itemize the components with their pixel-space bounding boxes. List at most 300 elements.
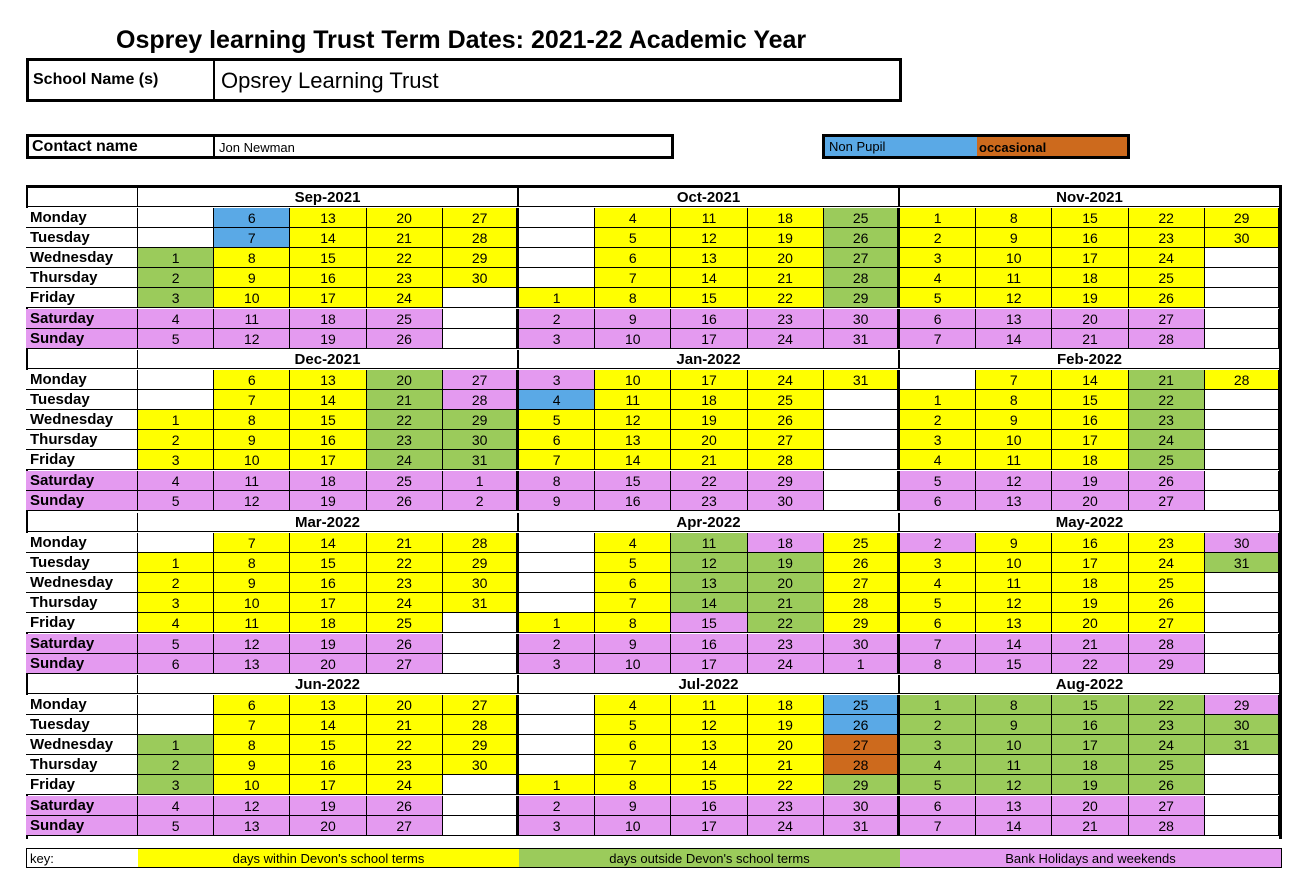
date-cell: 5 bbox=[138, 816, 214, 836]
date-cell: 10 bbox=[976, 735, 1052, 755]
date-cell: 19 bbox=[290, 796, 366, 816]
month-header: Jun-2022 bbox=[138, 675, 519, 694]
date-cell: 23 bbox=[671, 491, 747, 511]
date-cell: 6 bbox=[595, 248, 671, 268]
date-cell: 27 bbox=[824, 573, 901, 593]
date-cell bbox=[1205, 634, 1282, 654]
date-cell bbox=[1205, 430, 1282, 450]
date-cell: 5 bbox=[595, 715, 671, 735]
date-cell: 14 bbox=[976, 634, 1052, 654]
month-header: Feb-2022 bbox=[900, 350, 1281, 369]
date-cell: 29 bbox=[824, 775, 901, 795]
date-cell: 30 bbox=[443, 268, 520, 288]
date-cell: 26 bbox=[1129, 593, 1205, 613]
date-cell bbox=[443, 775, 520, 795]
date-cell: 11 bbox=[671, 695, 747, 715]
date-cell: 9 bbox=[595, 309, 671, 329]
contact-name-box bbox=[26, 134, 674, 159]
date-cell: 19 bbox=[290, 491, 366, 511]
date-cell: 16 bbox=[290, 268, 366, 288]
date-cell: 3 bbox=[138, 593, 214, 613]
date-cell: 10 bbox=[595, 370, 671, 390]
date-cell: 12 bbox=[595, 410, 671, 430]
day-label: Monday bbox=[26, 370, 138, 390]
date-cell: 8 bbox=[976, 208, 1052, 228]
date-cell: 14 bbox=[671, 755, 747, 775]
date-cell: 2 bbox=[900, 410, 976, 430]
date-cell: 12 bbox=[976, 288, 1052, 308]
date-cell bbox=[443, 329, 520, 349]
legend-occasional: occasional bbox=[977, 137, 1127, 156]
date-cell: 28 bbox=[1129, 634, 1205, 654]
date-cell bbox=[138, 208, 214, 228]
date-cell bbox=[824, 410, 901, 430]
date-cell: 12 bbox=[671, 228, 747, 248]
date-cell: 5 bbox=[900, 471, 976, 491]
date-cell: 3 bbox=[519, 370, 595, 390]
date-cell: 3 bbox=[519, 329, 595, 349]
date-cell bbox=[519, 268, 595, 288]
date-cell: 15 bbox=[1052, 695, 1128, 715]
date-cell: 21 bbox=[1129, 370, 1205, 390]
day-label: Thursday bbox=[26, 755, 138, 775]
school-name-box bbox=[26, 58, 902, 102]
date-cell: 2 bbox=[900, 533, 976, 553]
date-cell: 16 bbox=[595, 491, 671, 511]
key-outside-term: days outside Devon's school terms bbox=[519, 849, 900, 867]
date-cell: 11 bbox=[214, 471, 290, 491]
date-cell: 8 bbox=[595, 775, 671, 795]
date-cell: 10 bbox=[976, 430, 1052, 450]
date-cell: 21 bbox=[748, 268, 824, 288]
date-cell: 14 bbox=[1052, 370, 1128, 390]
date-cell: 28 bbox=[443, 228, 520, 248]
date-cell: 31 bbox=[824, 370, 901, 390]
date-cell bbox=[443, 309, 520, 329]
date-cell: 24 bbox=[367, 288, 443, 308]
date-cell: 8 bbox=[595, 288, 671, 308]
date-cell: 23 bbox=[748, 796, 824, 816]
date-cell: 6 bbox=[595, 573, 671, 593]
date-cell: 18 bbox=[671, 390, 747, 410]
date-cell: 14 bbox=[290, 533, 366, 553]
date-cell: 24 bbox=[1129, 430, 1205, 450]
date-cell: 9 bbox=[976, 715, 1052, 735]
date-cell: 29 bbox=[1205, 695, 1282, 715]
date-cell: 7 bbox=[214, 533, 290, 553]
date-cell: 12 bbox=[214, 796, 290, 816]
date-cell: 1 bbox=[519, 775, 595, 795]
date-cell: 22 bbox=[1129, 208, 1205, 228]
school-name-label: School Name (s) bbox=[29, 61, 215, 99]
date-cell: 4 bbox=[138, 613, 214, 633]
date-cell: 19 bbox=[671, 410, 747, 430]
date-cell: 28 bbox=[1129, 329, 1205, 349]
date-cell: 19 bbox=[748, 715, 824, 735]
date-cell: 5 bbox=[138, 329, 214, 349]
date-cell: 28 bbox=[1205, 370, 1282, 390]
date-cell: 1 bbox=[519, 613, 595, 633]
date-cell: 29 bbox=[443, 410, 520, 430]
date-cell: 1 bbox=[443, 471, 520, 491]
date-cell: 15 bbox=[671, 775, 747, 795]
date-cell bbox=[1205, 491, 1282, 511]
date-cell: 6 bbox=[595, 735, 671, 755]
date-cell: 3 bbox=[519, 654, 595, 674]
date-cell: 21 bbox=[367, 715, 443, 735]
date-cell: 28 bbox=[824, 755, 901, 775]
date-cell: 8 bbox=[900, 654, 976, 674]
date-cell: 8 bbox=[214, 735, 290, 755]
date-cell: 29 bbox=[443, 735, 520, 755]
date-cell: 1 bbox=[138, 410, 214, 430]
date-cell bbox=[138, 228, 214, 248]
date-cell: 18 bbox=[1052, 268, 1128, 288]
date-cell bbox=[1205, 288, 1282, 308]
date-cell: 3 bbox=[519, 816, 595, 836]
date-cell bbox=[900, 370, 976, 390]
date-cell: 14 bbox=[290, 390, 366, 410]
day-label: Monday bbox=[26, 695, 138, 715]
date-cell: 31 bbox=[443, 593, 520, 613]
date-cell bbox=[138, 533, 214, 553]
date-cell: 23 bbox=[367, 430, 443, 450]
day-label: Thursday bbox=[26, 593, 138, 613]
date-cell: 2 bbox=[138, 430, 214, 450]
date-cell bbox=[1205, 573, 1282, 593]
month-header: Jan-2022 bbox=[519, 350, 900, 369]
date-cell: 11 bbox=[976, 755, 1052, 775]
date-cell: 4 bbox=[900, 268, 976, 288]
date-cell: 15 bbox=[671, 613, 747, 633]
date-cell: 27 bbox=[748, 430, 824, 450]
page-title: Osprey learning Trust Term Dates: 2021-22 Academic Year bbox=[116, 26, 807, 54]
date-cell: 1 bbox=[900, 695, 976, 715]
date-cell: 8 bbox=[595, 613, 671, 633]
day-label: Saturday bbox=[26, 309, 138, 329]
date-cell: 25 bbox=[824, 533, 901, 553]
date-cell: 13 bbox=[671, 573, 747, 593]
date-cell: 9 bbox=[214, 573, 290, 593]
date-cell: 1 bbox=[900, 208, 976, 228]
date-cell: 20 bbox=[1052, 309, 1128, 329]
date-cell: 15 bbox=[1052, 390, 1128, 410]
date-cell: 23 bbox=[1129, 228, 1205, 248]
date-cell: 21 bbox=[1052, 816, 1128, 836]
header-blank-cell bbox=[26, 675, 138, 694]
date-cell bbox=[1205, 309, 1282, 329]
date-cell: 26 bbox=[824, 228, 901, 248]
date-cell: 12 bbox=[214, 634, 290, 654]
date-cell: 16 bbox=[1052, 410, 1128, 430]
date-cell: 20 bbox=[748, 248, 824, 268]
date-cell: 29 bbox=[443, 553, 520, 573]
date-cell: 14 bbox=[595, 450, 671, 470]
date-cell: 27 bbox=[824, 735, 901, 755]
date-cell: 25 bbox=[1129, 268, 1205, 288]
date-cell: 30 bbox=[824, 634, 901, 654]
date-cell: 20 bbox=[748, 735, 824, 755]
date-cell: 27 bbox=[1129, 309, 1205, 329]
month-header: Apr-2022 bbox=[519, 513, 900, 532]
key-bank-holidays: Bank Holidays and weekends bbox=[900, 849, 1281, 867]
date-cell: 29 bbox=[748, 471, 824, 491]
date-cell: 22 bbox=[367, 410, 443, 430]
date-cell: 11 bbox=[976, 573, 1052, 593]
date-cell: 13 bbox=[671, 735, 747, 755]
date-cell: 1 bbox=[519, 288, 595, 308]
date-cell bbox=[519, 208, 595, 228]
date-cell: 15 bbox=[290, 553, 366, 573]
date-cell: 26 bbox=[367, 491, 443, 511]
date-cell: 9 bbox=[519, 491, 595, 511]
date-cell: 24 bbox=[748, 654, 824, 674]
date-cell bbox=[1205, 450, 1282, 470]
date-cell: 22 bbox=[671, 471, 747, 491]
date-cell: 9 bbox=[214, 430, 290, 450]
date-cell: 7 bbox=[900, 634, 976, 654]
contact-name-label: Contact name bbox=[29, 137, 215, 156]
date-cell: 12 bbox=[214, 329, 290, 349]
day-label: Wednesday bbox=[26, 735, 138, 755]
date-cell: 25 bbox=[367, 309, 443, 329]
date-cell: 8 bbox=[976, 695, 1052, 715]
date-cell: 30 bbox=[443, 755, 520, 775]
month-header: Aug-2022 bbox=[900, 675, 1281, 694]
date-cell: 30 bbox=[824, 796, 901, 816]
date-cell: 27 bbox=[1129, 796, 1205, 816]
date-cell: 13 bbox=[214, 654, 290, 674]
day-label: Wednesday bbox=[26, 410, 138, 430]
header-blank-cell bbox=[26, 350, 138, 369]
date-cell bbox=[519, 248, 595, 268]
date-cell bbox=[519, 228, 595, 248]
date-cell: 12 bbox=[976, 593, 1052, 613]
date-cell: 25 bbox=[824, 208, 901, 228]
date-cell: 26 bbox=[1129, 775, 1205, 795]
date-cell: 24 bbox=[748, 816, 824, 836]
date-cell: 17 bbox=[671, 816, 747, 836]
date-cell: 18 bbox=[748, 208, 824, 228]
date-cell: 24 bbox=[1129, 553, 1205, 573]
date-cell: 23 bbox=[367, 268, 443, 288]
date-cell: 30 bbox=[443, 430, 520, 450]
date-cell: 26 bbox=[367, 329, 443, 349]
date-cell: 7 bbox=[214, 715, 290, 735]
date-cell: 24 bbox=[748, 370, 824, 390]
date-cell bbox=[138, 715, 214, 735]
date-cell: 6 bbox=[214, 695, 290, 715]
date-cell: 21 bbox=[367, 533, 443, 553]
date-cell: 11 bbox=[214, 613, 290, 633]
date-cell: 7 bbox=[519, 450, 595, 470]
date-cell: 19 bbox=[1052, 775, 1128, 795]
date-cell: 30 bbox=[443, 573, 520, 593]
date-cell: 4 bbox=[138, 309, 214, 329]
date-cell: 24 bbox=[367, 450, 443, 470]
date-cell: 27 bbox=[824, 248, 901, 268]
date-cell: 13 bbox=[976, 309, 1052, 329]
date-cell bbox=[519, 755, 595, 775]
date-cell: 26 bbox=[367, 796, 443, 816]
date-cell bbox=[1205, 248, 1282, 268]
date-cell: 12 bbox=[976, 471, 1052, 491]
date-cell: 3 bbox=[900, 735, 976, 755]
key-row bbox=[26, 848, 1282, 868]
date-cell: 21 bbox=[748, 755, 824, 775]
date-cell: 20 bbox=[290, 654, 366, 674]
date-cell: 12 bbox=[976, 775, 1052, 795]
date-cell: 7 bbox=[214, 228, 290, 248]
date-cell: 22 bbox=[1129, 695, 1205, 715]
date-cell: 9 bbox=[214, 755, 290, 775]
date-cell: 7 bbox=[900, 816, 976, 836]
key-label: key: bbox=[30, 851, 54, 866]
date-cell: 31 bbox=[443, 450, 520, 470]
date-cell: 21 bbox=[748, 593, 824, 613]
date-cell: 5 bbox=[900, 593, 976, 613]
date-cell: 24 bbox=[748, 329, 824, 349]
date-cell: 17 bbox=[290, 450, 366, 470]
school-name-value[interactable]: Opsrey Learning Trust bbox=[221, 68, 439, 93]
date-cell: 22 bbox=[748, 775, 824, 795]
date-cell: 22 bbox=[1129, 390, 1205, 410]
date-cell: 24 bbox=[1129, 735, 1205, 755]
date-cell: 7 bbox=[595, 268, 671, 288]
date-cell: 15 bbox=[290, 735, 366, 755]
date-cell: 23 bbox=[748, 309, 824, 329]
date-cell: 23 bbox=[1129, 715, 1205, 735]
date-cell: 16 bbox=[290, 755, 366, 775]
date-cell: 20 bbox=[367, 208, 443, 228]
date-cell bbox=[1205, 268, 1282, 288]
date-cell bbox=[1205, 755, 1282, 775]
date-cell: 26 bbox=[1129, 471, 1205, 491]
date-cell: 18 bbox=[290, 471, 366, 491]
date-cell: 24 bbox=[367, 593, 443, 613]
date-cell: 12 bbox=[671, 553, 747, 573]
contact-name-value[interactable]: Jon Newman bbox=[219, 140, 295, 155]
date-cell: 10 bbox=[214, 288, 290, 308]
date-cell: 6 bbox=[900, 491, 976, 511]
date-cell: 12 bbox=[214, 491, 290, 511]
date-cell: 1 bbox=[900, 390, 976, 410]
date-cell: 14 bbox=[976, 329, 1052, 349]
date-cell: 13 bbox=[290, 208, 366, 228]
date-cell: 19 bbox=[290, 329, 366, 349]
date-cell bbox=[519, 553, 595, 573]
date-cell bbox=[443, 796, 520, 816]
date-cell: 21 bbox=[367, 228, 443, 248]
date-cell: 19 bbox=[1052, 288, 1128, 308]
date-cell: 2 bbox=[443, 491, 520, 511]
date-cell: 9 bbox=[214, 268, 290, 288]
date-cell bbox=[519, 593, 595, 613]
date-cell: 17 bbox=[671, 329, 747, 349]
date-cell: 23 bbox=[1129, 533, 1205, 553]
header-blank-cell bbox=[26, 188, 138, 207]
date-cell: 20 bbox=[1052, 796, 1128, 816]
date-cell: 11 bbox=[595, 390, 671, 410]
date-cell: 30 bbox=[748, 491, 824, 511]
date-cell: 11 bbox=[214, 309, 290, 329]
date-cell: 19 bbox=[1052, 471, 1128, 491]
month-header: Mar-2022 bbox=[138, 513, 519, 532]
day-label: Saturday bbox=[26, 796, 138, 816]
date-cell: 7 bbox=[214, 390, 290, 410]
date-cell: 15 bbox=[976, 654, 1052, 674]
date-cell: 26 bbox=[748, 410, 824, 430]
date-cell: 9 bbox=[976, 410, 1052, 430]
day-label: Tuesday bbox=[26, 553, 138, 573]
date-cell: 18 bbox=[290, 613, 366, 633]
date-cell: 31 bbox=[824, 329, 901, 349]
date-cell bbox=[1205, 471, 1282, 491]
date-cell: 28 bbox=[824, 593, 901, 613]
date-cell: 18 bbox=[1052, 450, 1128, 470]
date-cell: 16 bbox=[1052, 533, 1128, 553]
date-cell bbox=[443, 288, 520, 308]
date-cell: 16 bbox=[671, 796, 747, 816]
date-cell: 5 bbox=[595, 553, 671, 573]
date-cell: 2 bbox=[138, 573, 214, 593]
date-cell: 7 bbox=[900, 329, 976, 349]
date-cell bbox=[443, 613, 520, 633]
date-cell: 30 bbox=[1205, 715, 1282, 735]
date-cell: 1 bbox=[138, 553, 214, 573]
date-cell: 21 bbox=[1052, 329, 1128, 349]
date-cell: 5 bbox=[900, 775, 976, 795]
legend-non-pupil: Non Pupil bbox=[825, 137, 977, 156]
date-cell: 6 bbox=[900, 613, 976, 633]
date-cell: 21 bbox=[367, 390, 443, 410]
date-cell: 19 bbox=[1052, 593, 1128, 613]
date-cell: 28 bbox=[443, 390, 520, 410]
date-cell: 11 bbox=[671, 533, 747, 553]
date-cell: 17 bbox=[671, 654, 747, 674]
date-cell: 3 bbox=[138, 450, 214, 470]
date-cell: 17 bbox=[1052, 735, 1128, 755]
date-cell bbox=[519, 533, 595, 553]
day-label: Thursday bbox=[26, 430, 138, 450]
date-cell: 25 bbox=[1129, 573, 1205, 593]
date-cell: 28 bbox=[443, 715, 520, 735]
date-cell: 9 bbox=[595, 796, 671, 816]
day-label: Friday bbox=[26, 775, 138, 795]
date-cell: 13 bbox=[976, 491, 1052, 511]
month-header: May-2022 bbox=[900, 513, 1281, 532]
date-cell: 16 bbox=[671, 309, 747, 329]
date-cell bbox=[1205, 329, 1282, 349]
date-cell: 26 bbox=[824, 553, 901, 573]
date-cell: 28 bbox=[748, 450, 824, 470]
date-cell bbox=[138, 370, 214, 390]
date-cell: 13 bbox=[976, 613, 1052, 633]
date-cell: 3 bbox=[900, 553, 976, 573]
day-label: Tuesday bbox=[26, 390, 138, 410]
date-cell: 2 bbox=[519, 309, 595, 329]
date-cell: 14 bbox=[671, 268, 747, 288]
date-cell: 3 bbox=[138, 775, 214, 795]
date-cell: 28 bbox=[1129, 816, 1205, 836]
date-cell bbox=[1205, 796, 1282, 816]
date-cell: 10 bbox=[595, 329, 671, 349]
legend-box bbox=[822, 134, 1130, 159]
date-cell: 15 bbox=[290, 410, 366, 430]
date-cell: 27 bbox=[443, 208, 520, 228]
date-cell: 10 bbox=[595, 654, 671, 674]
date-cell: 4 bbox=[138, 471, 214, 491]
